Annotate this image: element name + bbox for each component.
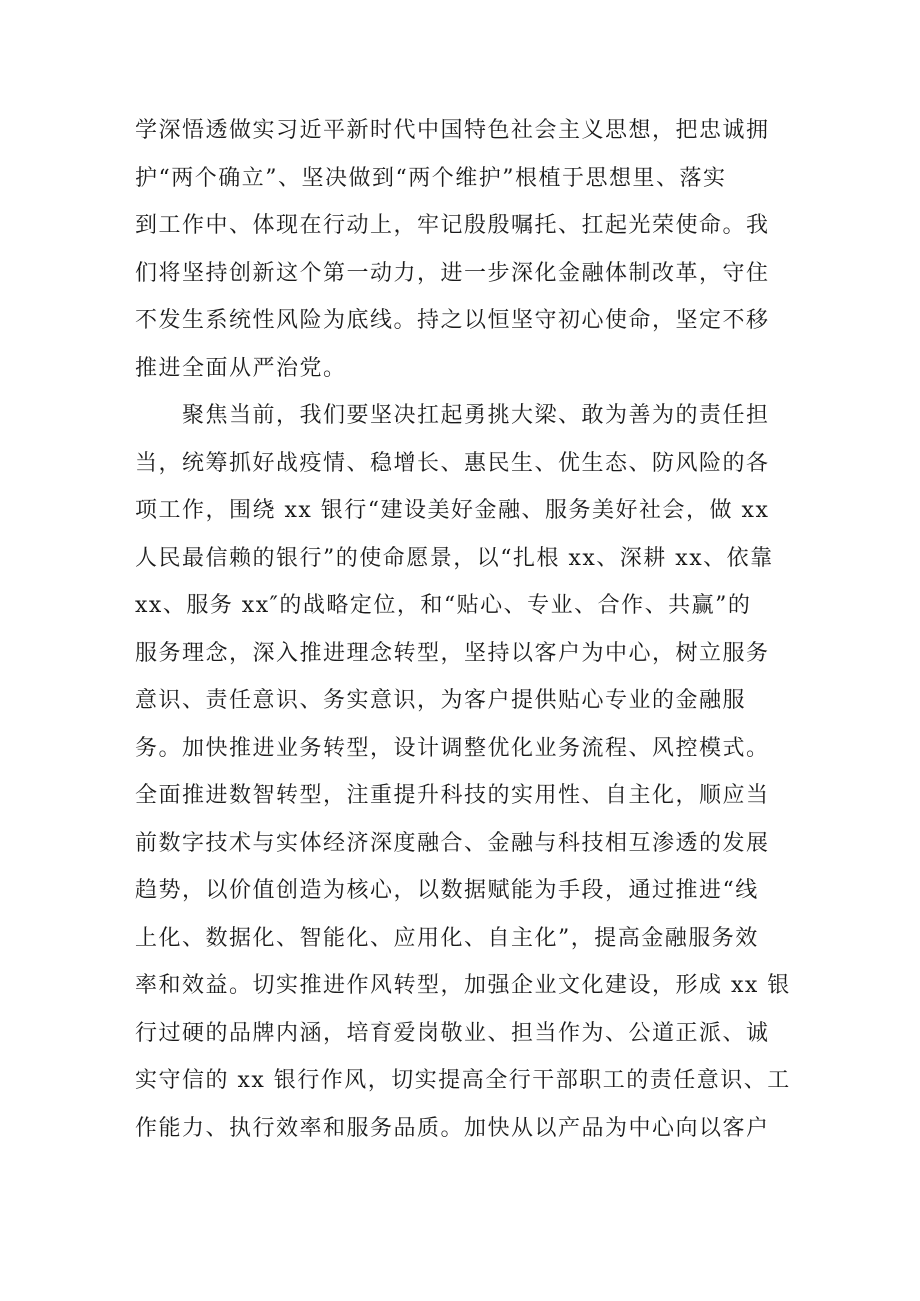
text-line: 行过硬的品牌内涵，培育爱岗敬业、担当作为、公道正派、诚	[135, 1020, 770, 1046]
text-line: 趋势，以价值创造为核心，以数据赋能为手段，通过推进“线	[135, 878, 759, 903]
text-line: 人民最信赖的银行”的使命愿景，以“扎根 xx、深耕 xx、依靠	[135, 545, 774, 571]
text-line: 率和效益。切实推进作风转型，加强企业文化建设，形成 xx 银	[135, 973, 791, 998]
text-line: 到工作中、体现在行动上，牢记殷殷嘱托、扛起光荣使命。我	[135, 213, 770, 238]
text-line: 学深悟透做实习近平新时代中国特色社会主义思想，把忠诚拥	[135, 118, 770, 143]
text-line: 聚焦当前，我们要坚决扛起勇挑大梁、敢为善为的责任担	[135, 403, 770, 428]
text-line: 前数字技术与实体经济深度融合、金融与科技相互渗透的发展	[135, 830, 770, 856]
text-line: 全面推进数智转型，注重提升科技的实用性、自主化，顺应当	[135, 783, 770, 808]
text-line: 项工作，围绕 xx 银行“建设美好金融、服务美好社会，做 xx	[135, 498, 770, 523]
text-line: 意识、责任意识、务实意识，为客户提供贴心专业的金融服	[135, 688, 747, 713]
text-line: 上化、数据化、智能化、应用化、自主化”，提高金融服务效	[135, 925, 759, 951]
text-line: xx、服务 xx″的战略定位，和“贴心、专业、合作、共赢”的	[135, 593, 752, 618]
text-line: 实守信的 xx 银行作风，切实提高全行干部职工的责任意识、工	[135, 1068, 791, 1093]
body-text	[135, 107, 795, 1152]
text-line: 务。加快推进业务转型，设计调整优化业务流程、风控模式。	[135, 735, 770, 761]
text-line: 不发生系统性风险为底线。持之以恒坚守初心使命，坚定不移	[135, 308, 770, 333]
text-line: 作能力、执行效率和服务品质。加快从以产品为中心向以客户	[135, 1115, 770, 1141]
text-line: 护“两个确立”、坚决做到“两个维护”根植于思想里、落实	[135, 165, 727, 191]
text-line: 推进全面从严治党。	[135, 355, 347, 381]
text-line: 们将坚持创新这个第一动力，进一步深化金融体制改革，守住	[135, 260, 770, 286]
text-line: 服务理念，深入推进理念转型，坚持以客户为中心，树立服务	[135, 640, 770, 666]
text-line: 当，统筹抓好战疫情、稳增长、惠民生、优生态、防风险的各	[135, 450, 770, 476]
